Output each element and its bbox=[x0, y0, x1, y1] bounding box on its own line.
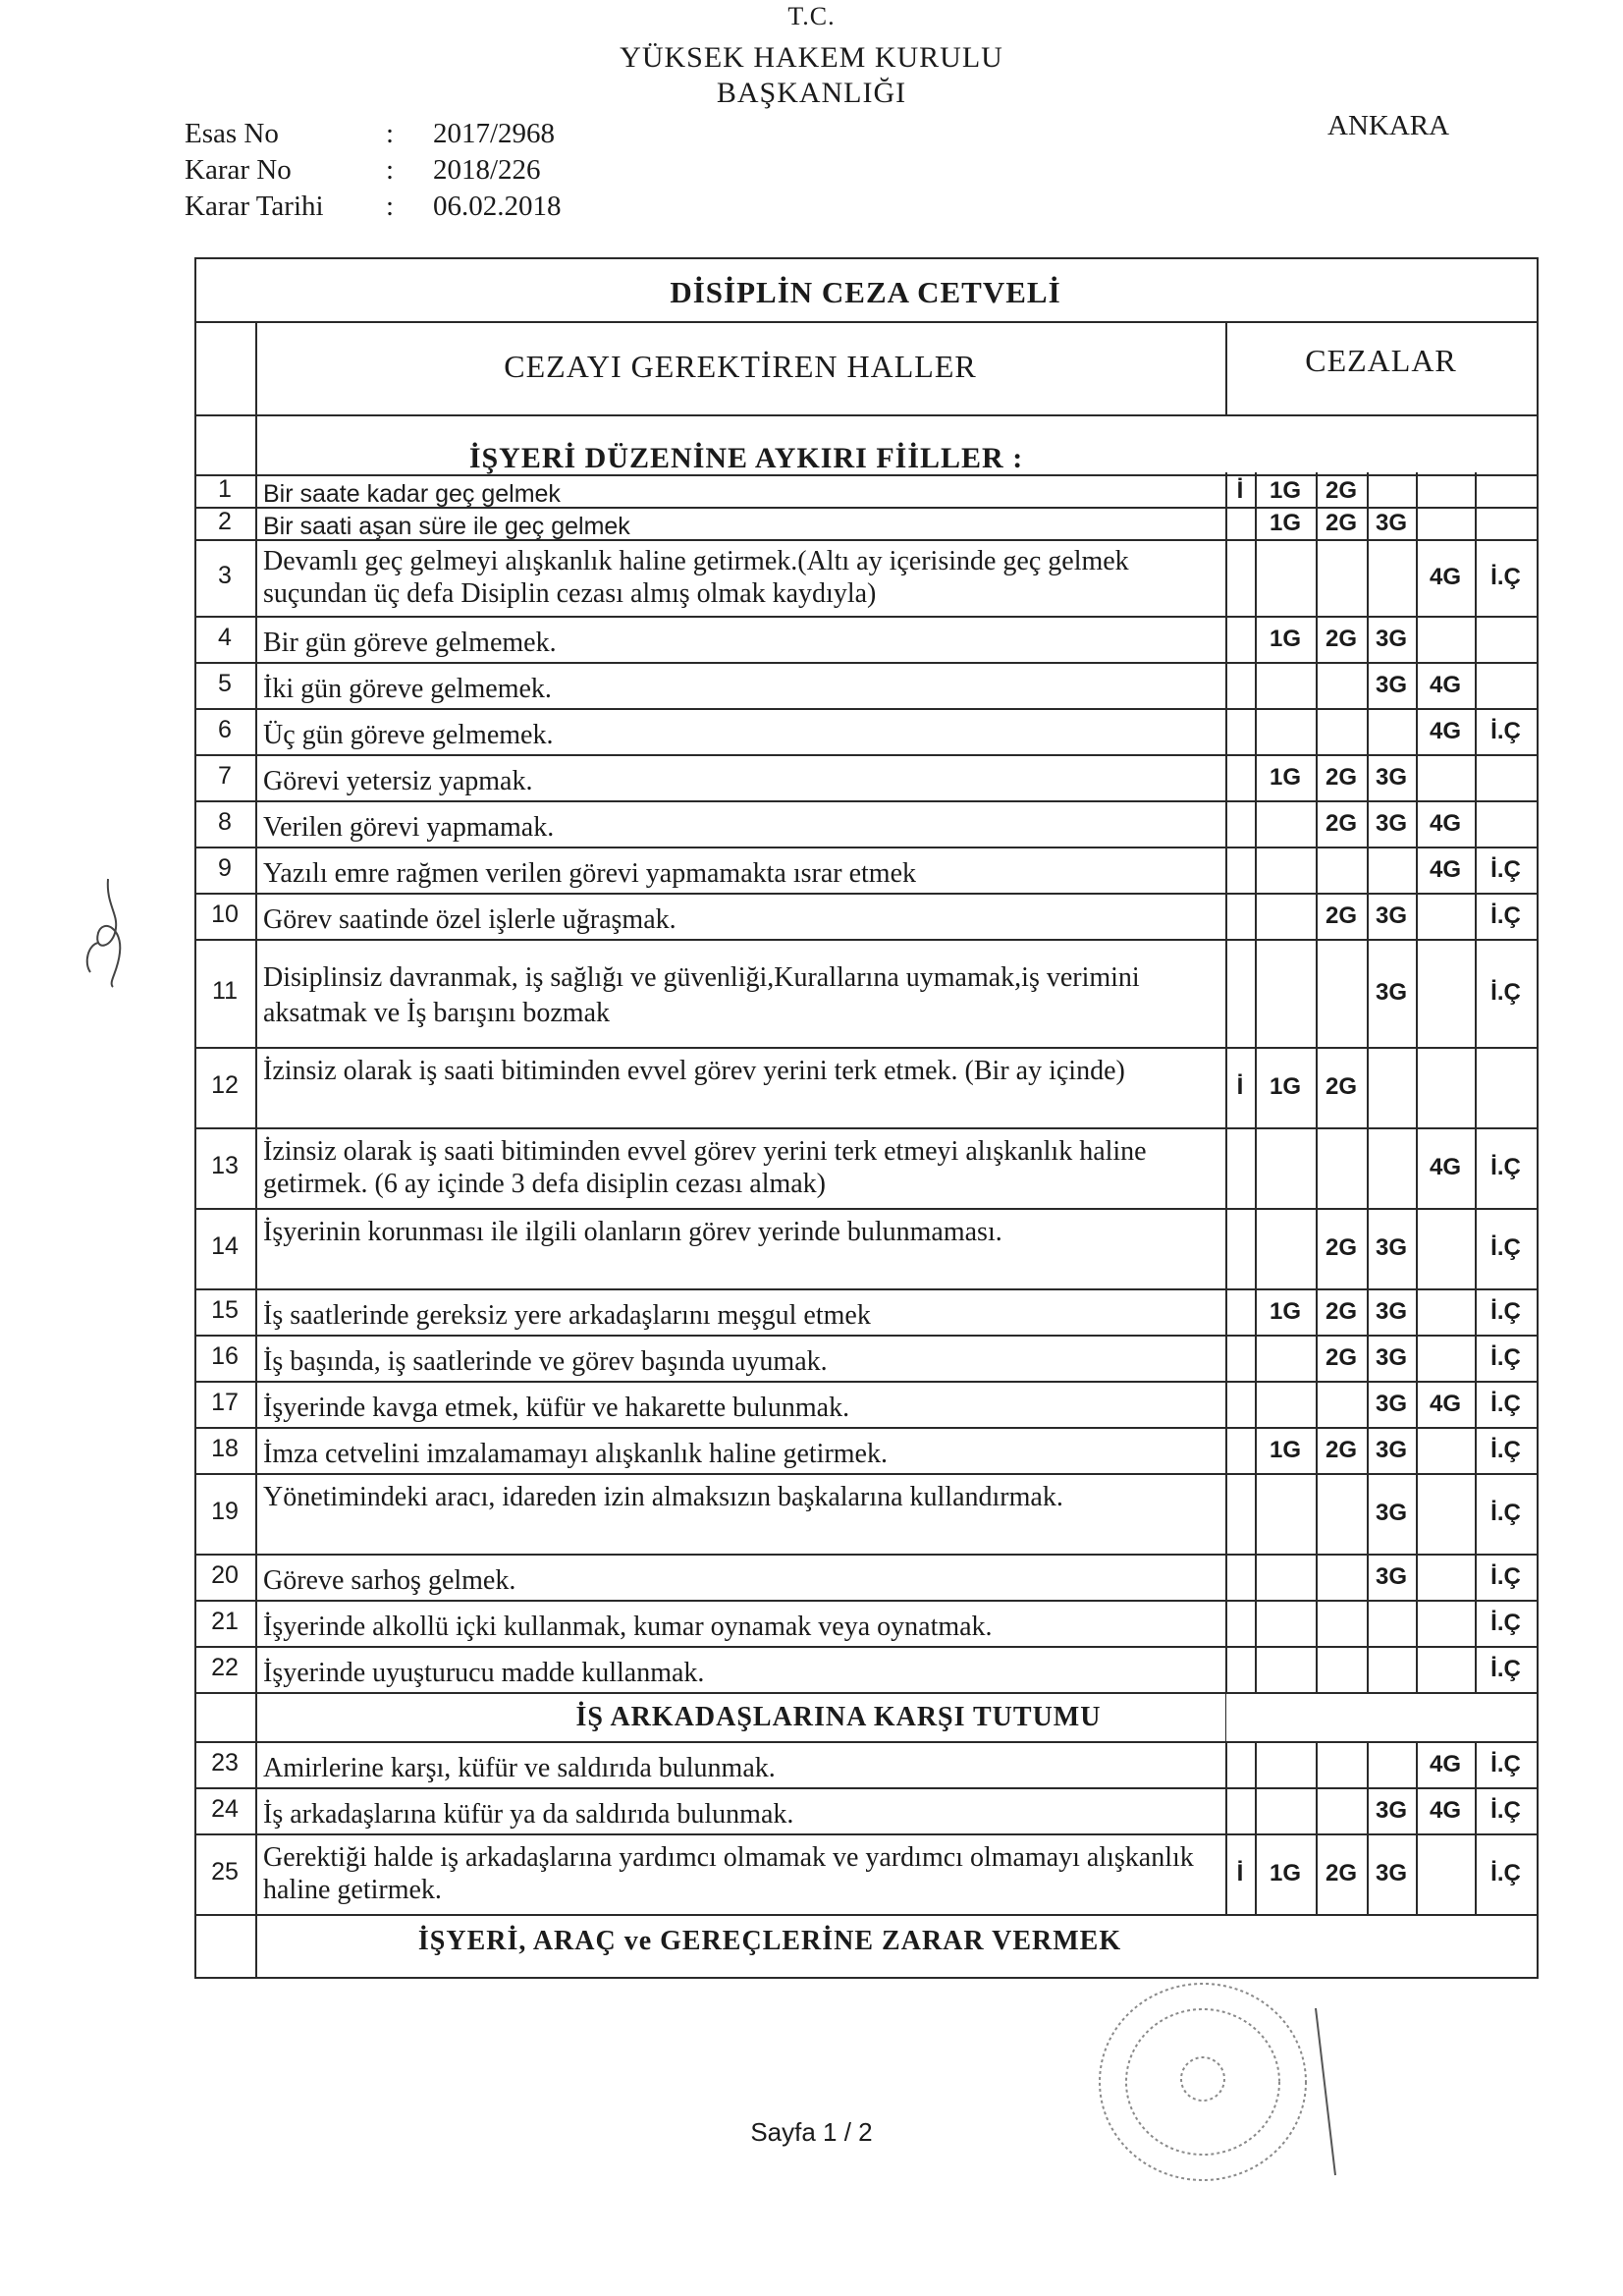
penalty-cell: İ.Ç bbox=[1490, 564, 1521, 590]
penalty-cell bbox=[1255, 1751, 1316, 1778]
penalty-cell: İ.Ç bbox=[1490, 1343, 1521, 1371]
row-number: 8 bbox=[218, 807, 232, 836]
row-rule bbox=[194, 662, 1537, 664]
penalty-cell bbox=[1225, 1656, 1255, 1683]
penalty-cell bbox=[1225, 1154, 1255, 1181]
penalty-cell: 1G bbox=[1269, 1073, 1301, 1100]
penalty-cell: 3G bbox=[1375, 1860, 1407, 1886]
row-number: 1 bbox=[218, 474, 232, 503]
row-description: İş başında, iş saatlerinde ve görev başında uyumak. bbox=[263, 1345, 828, 1377]
penalty-cell bbox=[1225, 856, 1255, 884]
penalty-cell: 3G bbox=[1375, 763, 1407, 791]
penalty-cell bbox=[1416, 1563, 1475, 1591]
header-city: ANKARA bbox=[1327, 110, 1450, 141]
row-description: Göreve sarhoş gelmek. bbox=[263, 1564, 516, 1596]
penalty-cell bbox=[1255, 1563, 1316, 1591]
penalty-cell bbox=[1316, 1797, 1367, 1825]
section-workplace-order: İŞYERİ DÜZENİNE AYKIRI FİİLLER : bbox=[468, 442, 1024, 474]
penalty-cell bbox=[1475, 626, 1537, 653]
row-rule bbox=[194, 1381, 1537, 1383]
meta-label: Esas No bbox=[185, 118, 279, 149]
penalty-cell bbox=[1225, 1234, 1255, 1262]
row-number: 3 bbox=[218, 562, 232, 589]
penalty-cell bbox=[1225, 626, 1255, 653]
penalty-cell: 3G bbox=[1375, 509, 1407, 536]
penalty-cell bbox=[1316, 1656, 1367, 1683]
row-description: İş arkadaşlarına küfür ya da saldırıda bulunmak. bbox=[263, 1798, 794, 1830]
row-description: Bir saate kadar geç gelmek bbox=[263, 479, 561, 508]
penalty-cell bbox=[1225, 1563, 1255, 1591]
row-rule bbox=[194, 708, 1537, 710]
meta-esas-no bbox=[185, 116, 562, 152]
row-description: İzinsiz olarak iş saati bitiminden evvel görev yerini terk etmek. (Bir ay içinde) bbox=[263, 1056, 1125, 1086]
penalty-column-rule bbox=[1225, 1741, 1227, 1914]
penalty-cell: 1G bbox=[1269, 763, 1301, 791]
row-description: İşyerinde kavga etmek, küfür ve hakarette bulunmak. bbox=[263, 1392, 850, 1423]
row-number: 19 bbox=[211, 1498, 239, 1525]
penalty-cell bbox=[1225, 672, 1255, 699]
table-title: DİSİPLİN CEZA CETVELİ bbox=[670, 275, 1061, 309]
penalty-cell bbox=[1225, 902, 1255, 930]
penalty-cell bbox=[1367, 1154, 1416, 1181]
penalty-cell bbox=[1416, 1073, 1475, 1101]
table-right-border bbox=[1537, 257, 1539, 1979]
row-number: 5 bbox=[218, 669, 232, 697]
penalty-column-rule bbox=[1316, 472, 1318, 1692]
header-org-line2: BAŞKANLIĞI bbox=[716, 77, 907, 109]
row-rule bbox=[194, 1787, 1537, 1789]
row-description: İki gün göreve gelmemek. bbox=[263, 673, 552, 704]
cases-column-rule bbox=[1225, 321, 1227, 415]
penalty-cell bbox=[1255, 1234, 1316, 1262]
row-rule bbox=[194, 1288, 1537, 1290]
penalty-cell: İ.Ç bbox=[1490, 717, 1521, 744]
penalty-cell bbox=[1367, 1610, 1416, 1637]
penalty-cell bbox=[1316, 979, 1367, 1007]
penalty-cell: 1G bbox=[1269, 1436, 1301, 1463]
penalty-cell: İ bbox=[1236, 1073, 1244, 1100]
row-rule bbox=[194, 800, 1537, 802]
penalty-cell: 3G bbox=[1375, 1390, 1407, 1417]
penalty-column-rule bbox=[1416, 472, 1418, 1692]
row-rule bbox=[194, 1646, 1537, 1648]
row-number: 14 bbox=[211, 1232, 239, 1260]
penalty-cell bbox=[1367, 718, 1416, 745]
penalty-cell bbox=[1225, 1344, 1255, 1372]
row-description: Gerektiği halde iş arkadaşlarına yardımcı olmamak ve yardımcı olmamayı alışkanlık haline getirmek. bbox=[263, 1842, 1194, 1905]
penalty-cell: 2G bbox=[1325, 509, 1357, 536]
penalty-column-rule bbox=[1225, 1692, 1226, 1741]
penalty-cell bbox=[1255, 672, 1316, 699]
section-coworker-conduct: İŞ ARKADAŞLARINA KARŞI TUTUMU bbox=[575, 1702, 1102, 1732]
row-description: Amirlerine karşı, küfür ve saldırıda bulunmak. bbox=[263, 1752, 776, 1783]
meta-sep: : bbox=[386, 118, 395, 149]
penalty-cell: 2G bbox=[1325, 809, 1357, 837]
penalty-cell: İ.Ç bbox=[1490, 1796, 1521, 1824]
row-description: İşyerinin korunması ile ilgili olanların görev yerinde bulunmaması. bbox=[263, 1217, 1002, 1247]
penalty-cell: İ.Ç bbox=[1490, 1750, 1521, 1777]
penalty-cell bbox=[1416, 626, 1475, 653]
row-rule bbox=[194, 1127, 1537, 1129]
penalty-cell bbox=[1255, 718, 1316, 745]
row-description: Görev saatinde özel işlerle uğraşmak. bbox=[263, 903, 676, 935]
penalty-cell: 4G bbox=[1429, 1796, 1461, 1824]
row-rule bbox=[194, 939, 1537, 941]
penalty-cell bbox=[1367, 1073, 1416, 1101]
penalty-cell: 4G bbox=[1429, 855, 1461, 883]
penalty-cell bbox=[1475, 672, 1537, 699]
penalty-cell bbox=[1316, 564, 1367, 591]
penalty-cell bbox=[1316, 1563, 1367, 1591]
row-number: 21 bbox=[211, 1607, 239, 1635]
row-number: 24 bbox=[211, 1794, 239, 1823]
row-number: 11 bbox=[212, 977, 238, 1005]
penalty-cell bbox=[1416, 902, 1475, 930]
header-tc: T.C. bbox=[787, 2, 836, 30]
penalty-cell: 2G bbox=[1325, 1860, 1357, 1886]
penalty-cell: İ.Ç bbox=[1490, 1297, 1521, 1325]
penalty-cell bbox=[1416, 510, 1475, 537]
row-number: 25 bbox=[211, 1858, 239, 1886]
penalty-cell: İ.Ç bbox=[1490, 1390, 1521, 1417]
header-penalties: CEZALAR bbox=[1305, 343, 1457, 378]
penalty-cell: 1G bbox=[1269, 476, 1301, 504]
row-rule bbox=[194, 754, 1537, 756]
row-description: İşyerinde uyuşturucu madde kullanmak. bbox=[263, 1657, 705, 1688]
penalty-cell: İ bbox=[1236, 1860, 1244, 1886]
penalty-column-rule bbox=[1316, 1741, 1318, 1914]
case-meta bbox=[185, 116, 562, 225]
penalty-cell: 4G bbox=[1429, 1750, 1461, 1777]
penalty-cell bbox=[1225, 1500, 1255, 1527]
row-number: 18 bbox=[211, 1434, 239, 1462]
penalty-column-rule bbox=[1367, 1741, 1369, 1914]
penalty-cell: İ.Ç bbox=[1490, 979, 1521, 1006]
penalty-cell: İ bbox=[1236, 476, 1244, 504]
penalty-cell bbox=[1475, 510, 1537, 537]
meta-value: 06.02.2018 bbox=[433, 191, 562, 222]
row-number: 22 bbox=[211, 1653, 239, 1681]
section-property-damage: İŞYERİ, ARAÇ ve GEREÇLERİNE ZARAR VERMEK bbox=[417, 1926, 1122, 1956]
number-column-rule bbox=[255, 321, 257, 1977]
penalty-column-rule bbox=[1367, 472, 1369, 1692]
penalty-cell bbox=[1416, 1500, 1475, 1527]
penalty-cell: 2G bbox=[1325, 1436, 1357, 1463]
penalty-cell bbox=[1225, 979, 1255, 1007]
penalty-cell bbox=[1316, 856, 1367, 884]
penalty-cell: İ.Ç bbox=[1490, 855, 1521, 883]
row-rule bbox=[194, 1554, 1537, 1556]
penalty-cell bbox=[1367, 1656, 1416, 1683]
penalty-cell bbox=[1316, 1500, 1367, 1527]
penalty-cell bbox=[1255, 1344, 1316, 1372]
penalty-column-rule bbox=[1475, 1741, 1477, 1914]
table-rule bbox=[194, 321, 1537, 323]
penalty-cell: İ.Ç bbox=[1490, 1436, 1521, 1463]
penalty-cell: 1G bbox=[1269, 509, 1301, 536]
row-description: Bir gün göreve gelmemek. bbox=[263, 627, 557, 658]
row-number: 4 bbox=[218, 623, 232, 651]
penalty-cell bbox=[1225, 810, 1255, 838]
penalty-cell: 2G bbox=[1325, 763, 1357, 791]
penalty-cell: 2G bbox=[1325, 1343, 1357, 1371]
penalty-cell: 3G bbox=[1375, 979, 1407, 1006]
penalty-cell bbox=[1225, 1797, 1255, 1825]
row-number: 23 bbox=[211, 1748, 239, 1777]
row-rule bbox=[194, 539, 1537, 541]
penalty-cell: 3G bbox=[1375, 1297, 1407, 1325]
meta-label: Karar No bbox=[185, 154, 292, 186]
penalty-cell: 3G bbox=[1375, 1562, 1407, 1590]
row-rule bbox=[194, 1914, 1537, 1916]
penalty-column-rule bbox=[1225, 472, 1227, 1692]
table-rule bbox=[194, 1741, 1537, 1743]
penalty-cell bbox=[1475, 764, 1537, 792]
row-rule bbox=[194, 893, 1537, 895]
row-rule bbox=[194, 1692, 1537, 1694]
penalty-cell bbox=[1416, 1610, 1475, 1637]
handwritten-signature bbox=[79, 874, 147, 992]
penalty-cell: 2G bbox=[1325, 625, 1357, 652]
table-left-border bbox=[194, 257, 196, 1979]
row-description: Yönetimindeki aracı, idareden izin almaksızın başkalarına kullandırmak. bbox=[263, 1482, 1063, 1512]
penalty-cell bbox=[1225, 510, 1255, 537]
penalty-cell: İ.Ç bbox=[1490, 1234, 1521, 1261]
row-rule bbox=[194, 1047, 1537, 1049]
penalty-cell bbox=[1367, 1751, 1416, 1778]
penalty-cell bbox=[1255, 564, 1316, 591]
penalty-cell bbox=[1225, 718, 1255, 745]
meta-sep: : bbox=[386, 154, 395, 186]
penalty-cell: 4G bbox=[1429, 717, 1461, 744]
penalty-cell bbox=[1316, 672, 1367, 699]
penalty-cell bbox=[1255, 902, 1316, 930]
row-description: Bir saati aşan süre ile geç gelmek bbox=[263, 512, 630, 540]
penalty-cell: 2G bbox=[1325, 902, 1357, 929]
penalty-cell: 2G bbox=[1325, 476, 1357, 504]
penalty-cell bbox=[1367, 477, 1416, 505]
penalty-cell bbox=[1416, 1298, 1475, 1326]
penalty-cell bbox=[1475, 477, 1537, 505]
penalty-cell: 1G bbox=[1269, 1860, 1301, 1886]
penalty-cell bbox=[1255, 1500, 1316, 1527]
penalty-cell: 4G bbox=[1429, 1390, 1461, 1417]
penalty-cell bbox=[1416, 979, 1475, 1007]
row-description: Yazılı emre rağmen verilen görevi yapmamakta ısrar etmek bbox=[263, 857, 917, 889]
penalty-cell bbox=[1255, 1656, 1316, 1683]
row-number: 7 bbox=[218, 761, 232, 790]
penalty-cell: İ.Ç bbox=[1490, 1562, 1521, 1590]
row-rule bbox=[194, 1208, 1537, 1210]
row-rule bbox=[194, 1335, 1537, 1337]
row-rule bbox=[194, 1473, 1537, 1475]
penalty-cell bbox=[1255, 979, 1316, 1007]
penalty-cell bbox=[1416, 1656, 1475, 1683]
meta-karar-no bbox=[185, 152, 562, 189]
penalty-cell: 3G bbox=[1375, 1796, 1407, 1824]
row-rule bbox=[194, 1427, 1537, 1429]
penalty-cell bbox=[1316, 1751, 1367, 1778]
page-number: Sayfa 1 / 2 bbox=[750, 2117, 873, 2147]
penalty-cell: 4G bbox=[1429, 1154, 1461, 1180]
penalty-cell: 4G bbox=[1429, 809, 1461, 837]
row-rule bbox=[194, 847, 1537, 848]
penalty-column-rule bbox=[1255, 1741, 1257, 1914]
table-rule bbox=[194, 414, 1537, 416]
meta-value: 2017/2968 bbox=[433, 118, 556, 149]
row-description: İş saatlerinde gereksiz yere arkadaşlarını meşgul etmek bbox=[263, 1299, 871, 1331]
meta-sep: : bbox=[386, 191, 395, 222]
penalty-cell bbox=[1225, 1610, 1255, 1637]
penalty-cell bbox=[1416, 1234, 1475, 1262]
penalty-cell bbox=[1225, 1298, 1255, 1326]
penalty-cell: 2G bbox=[1325, 1073, 1357, 1100]
penalty-cell: 2G bbox=[1325, 1234, 1357, 1261]
penalty-cell: 3G bbox=[1375, 625, 1407, 652]
row-description: İzinsiz olarak iş saati bitiminden evvel görev yerini terk etmeyi alışkanlık haline getirmek. (6 ay içinde 3 defa disiplin cezası almak) bbox=[263, 1136, 1147, 1199]
meta-karar-tarihi bbox=[185, 189, 562, 225]
penalty-cell: İ.Ç bbox=[1490, 1500, 1521, 1526]
penalty-cell bbox=[1416, 1437, 1475, 1464]
penalty-cell bbox=[1316, 718, 1367, 745]
penalty-cell: 3G bbox=[1375, 902, 1407, 929]
meta-label: Karar Tarihi bbox=[185, 191, 324, 222]
penalty-cell: 4G bbox=[1429, 671, 1461, 698]
row-rule bbox=[194, 1600, 1537, 1602]
row-number: 2 bbox=[218, 507, 232, 535]
penalty-cell: 4G bbox=[1429, 564, 1461, 590]
penalty-cell: 3G bbox=[1375, 671, 1407, 698]
row-description: Disiplinsiz davranmak, iş sağlığı ve güvenliği,Kurallarına uymamak,iş verimini aksatmak ve İş barışını bozmak bbox=[263, 962, 1140, 1028]
penalty-cell bbox=[1475, 1073, 1537, 1101]
penalty-cell bbox=[1225, 1437, 1255, 1464]
penalty-cell: İ.Ç bbox=[1490, 1655, 1521, 1682]
row-description: Devamlı geç gelmeyi alışkanlık haline getirmek.(Altı ay içerisinde geç gelmek suçundan üç defa Disiplin cezası almış olmak kaydıyla) bbox=[263, 546, 1129, 609]
official-stamp bbox=[1085, 1969, 1340, 2205]
row-number: 9 bbox=[218, 853, 232, 882]
penalty-cell bbox=[1316, 1391, 1367, 1418]
penalty-cell bbox=[1255, 1154, 1316, 1181]
penalty-column-rule bbox=[1416, 1741, 1418, 1914]
row-number: 15 bbox=[211, 1295, 239, 1324]
penalty-cell bbox=[1255, 810, 1316, 838]
row-rule bbox=[194, 1833, 1537, 1835]
penalty-cell bbox=[1416, 477, 1475, 505]
penalty-cell bbox=[1255, 1797, 1316, 1825]
row-number: 6 bbox=[218, 715, 232, 743]
row-rule bbox=[194, 616, 1537, 618]
penalty-cell: İ.Ç bbox=[1490, 1154, 1521, 1180]
penalty-cell bbox=[1255, 856, 1316, 884]
penalty-cell: 3G bbox=[1375, 1234, 1407, 1261]
penalty-cell: 3G bbox=[1375, 809, 1407, 837]
penalty-cell bbox=[1416, 764, 1475, 792]
penalty-cell bbox=[1367, 564, 1416, 591]
row-number: 16 bbox=[211, 1341, 239, 1370]
row-number: 17 bbox=[211, 1388, 239, 1416]
penalty-cell bbox=[1416, 1344, 1475, 1372]
penalty-cell: 3G bbox=[1375, 1343, 1407, 1371]
penalty-cell bbox=[1475, 810, 1537, 838]
penalty-cell bbox=[1367, 856, 1416, 884]
header-cases: CEZAYI GEREKTİREN HALLER bbox=[504, 349, 977, 384]
header-org-line1: YÜKSEK HAKEM KURULU bbox=[620, 41, 1003, 74]
penalty-cell: İ.Ç bbox=[1490, 1609, 1521, 1636]
meta-value: 2018/226 bbox=[433, 154, 541, 186]
penalty-cell: 2G bbox=[1325, 1297, 1357, 1325]
penalty-cell bbox=[1316, 1154, 1367, 1181]
table-rule bbox=[194, 257, 1537, 259]
row-number: 10 bbox=[211, 900, 239, 928]
row-description: İşyerinde alkollü içki kullanmak, kumar oynamak veya oynatmak. bbox=[263, 1611, 993, 1642]
penalty-cell bbox=[1416, 1860, 1475, 1887]
penalty-cell bbox=[1225, 764, 1255, 792]
penalty-column-rule bbox=[1475, 472, 1477, 1692]
penalty-cell: İ.Ç bbox=[1490, 902, 1521, 929]
penalty-cell: 3G bbox=[1375, 1500, 1407, 1526]
row-description: Görevi yetersiz yapmak. bbox=[263, 765, 533, 796]
penalty-cell bbox=[1225, 1751, 1255, 1778]
row-number: 20 bbox=[211, 1560, 239, 1589]
penalty-cell: 1G bbox=[1269, 1297, 1301, 1325]
penalty-cell: 1G bbox=[1269, 625, 1301, 652]
penalty-cell bbox=[1225, 564, 1255, 591]
row-description: Üç gün göreve gelmemek. bbox=[263, 719, 554, 750]
row-number: 13 bbox=[211, 1152, 239, 1179]
penalty-cell bbox=[1255, 1391, 1316, 1418]
penalty-cell: 3G bbox=[1375, 1436, 1407, 1463]
penalty-cell bbox=[1316, 1610, 1367, 1637]
row-number: 12 bbox=[211, 1071, 239, 1099]
penalty-cell bbox=[1225, 1391, 1255, 1418]
penalty-cell bbox=[1255, 1610, 1316, 1637]
row-description: İmza cetvelini imzalamamayı alışkanlık haline getirmek. bbox=[263, 1438, 888, 1469]
penalty-column-rule bbox=[1255, 472, 1257, 1692]
penalty-cell: İ.Ç bbox=[1490, 1860, 1521, 1886]
row-description: Verilen görevi yapmamak. bbox=[263, 811, 555, 843]
